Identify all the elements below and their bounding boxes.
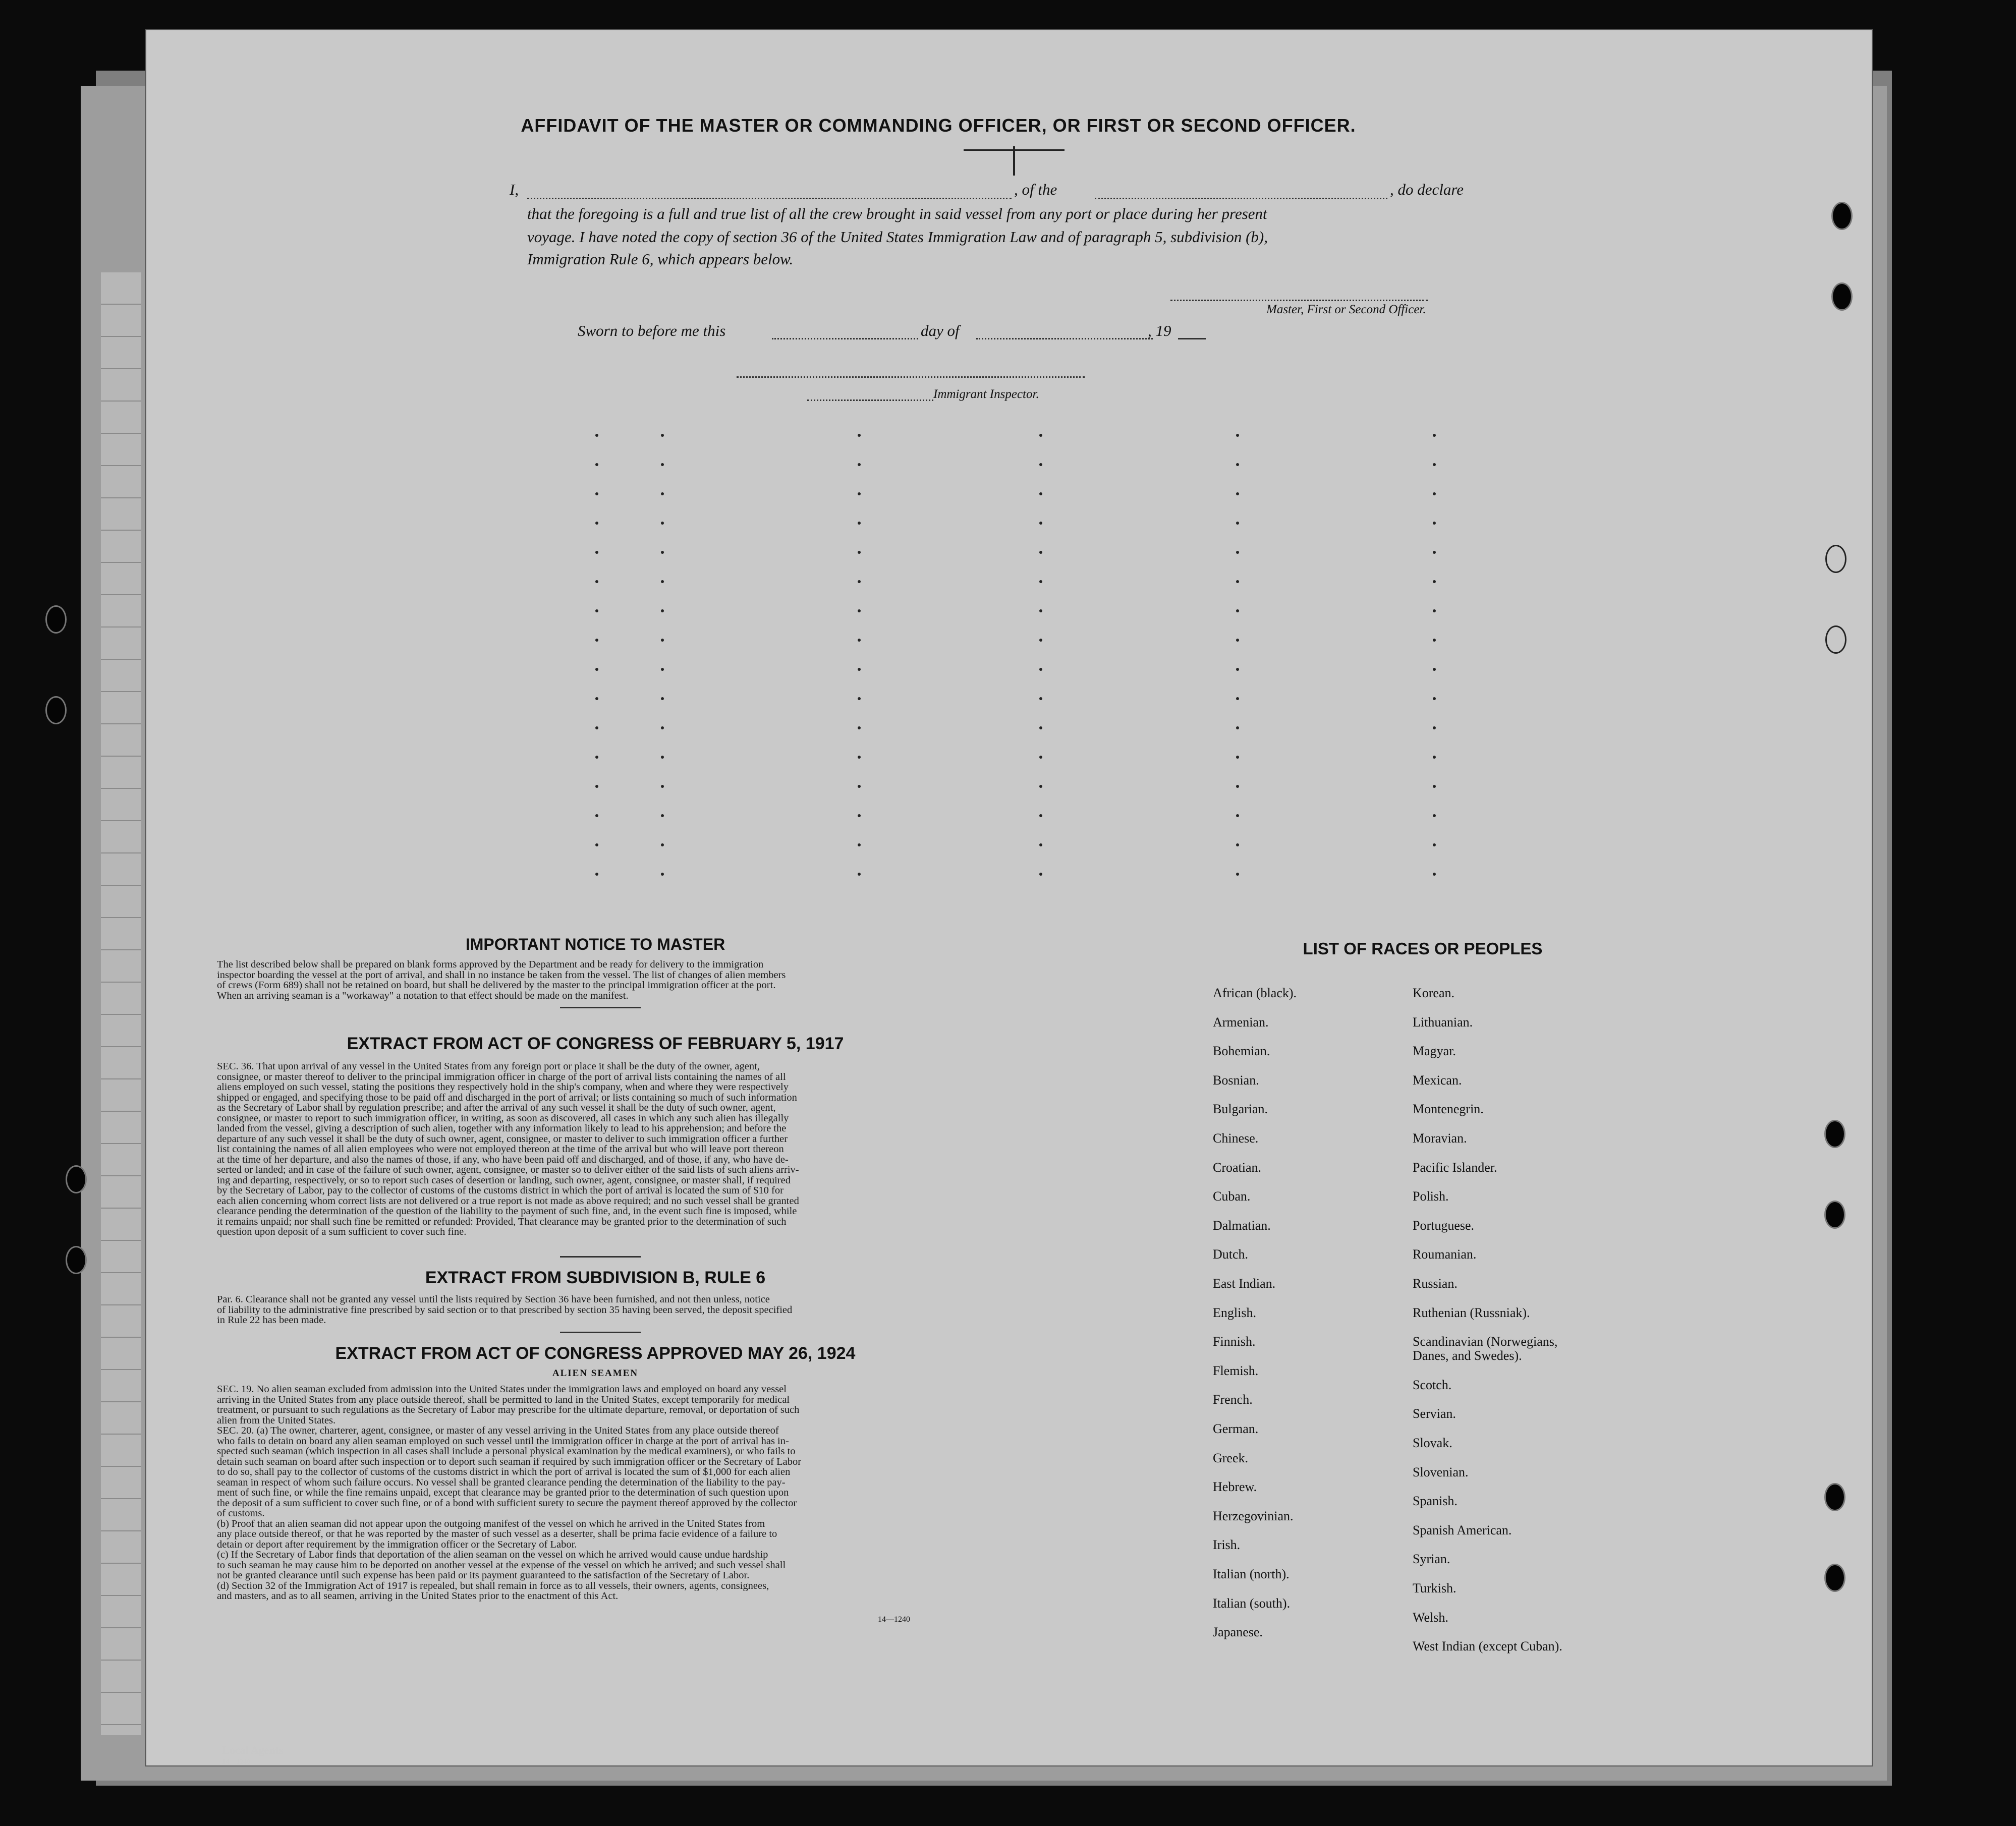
separator [560, 1007, 641, 1008]
extract-1917-line: consignee, or master to report to such immigration officer, in writing, as soon as discovered, all cases in which any such alien has illegally [217, 1113, 789, 1123]
day-of-label: day of [921, 322, 960, 339]
extract-1924-title: EXTRACT FROM ACT OF CONGRESS APPROVED MAY 26, 1924 [335, 1344, 856, 1363]
race-item: Japanese. [1213, 1625, 1263, 1639]
guide-dot [595, 580, 598, 583]
race-item: Welsh. [1413, 1610, 1448, 1625]
race-item: French. [1213, 1392, 1253, 1407]
race-item: Mexican. [1413, 1073, 1462, 1088]
guide-dot [1039, 756, 1042, 759]
extract-1917-line: it remains unpaid; nor shall such fine be remitted or refunded: Provided, That clearance may be granted prior to the determination of such [217, 1216, 787, 1227]
guide-dot [595, 697, 598, 700]
race-item: Spanish American. [1413, 1523, 1512, 1537]
guide-dot [858, 463, 861, 466]
extract-1924-line: detain or deport after requirement by the immigration officer or the Secretary of Labor. [217, 1539, 577, 1550]
extract-1917-line: serted or landed; and in case of the failure of such owner, agent, consignee, or master so to deliver either of the said lists of such aliens arriv- [217, 1165, 799, 1175]
notice-line: of crews (Form 689) shall not be retained on board, but shall be delivered by the master to the principal immigration officer at the port. [217, 980, 776, 991]
guide-dot [661, 668, 664, 671]
guide-dot [858, 873, 861, 876]
race-item: Chinese. [1213, 1131, 1259, 1146]
extract-1924-line: to do so, shall pay to the collector of customs of the customs district in which the port of arrival is located the sum of $1,000 for each alien [217, 1467, 791, 1477]
guide-dot [1236, 873, 1239, 876]
guide-dot [1236, 463, 1239, 466]
extract-rule-6-text [217, 1294, 954, 1326]
guide-dot [1039, 814, 1042, 817]
binder-hole [45, 696, 67, 724]
guide-dot [595, 785, 598, 788]
guide-dot [1433, 873, 1436, 876]
extract-1917-line: each alien concerning whom correct lists are not delivered or a true report is not made as above required; and no such vessel shall be granted [217, 1195, 799, 1206]
extract-1917-line: landed from the vessel, giving a description of such alien, together with any information likely to lead to his apprehension; and before the [217, 1123, 787, 1134]
extract-1917-line: at the time of her departure, and also the names of those, if any, who have been paid off and discharged, and of those, if any, who have de- [217, 1154, 789, 1165]
extract-1924-line: the deposit of a sum sufficient to cover such fine, or of a bond with sufficient surety to secure the payment thereof approved by the collector [217, 1498, 797, 1508]
extract-1924-line: arriving in the United States from any place outside thereof, shall be permitted to land in the United States, except temporarily for medical [217, 1394, 790, 1405]
guide-dot [1039, 551, 1042, 554]
binder-hole [1824, 1483, 1845, 1511]
extract-rule-6-title: EXTRACT FROM SUBDIVISION B, RULE 6 [425, 1268, 766, 1287]
guide-dot [661, 522, 664, 525]
race-item: Danes, and Swedes). [1413, 1348, 1522, 1363]
race-item: Roumanian. [1413, 1247, 1477, 1262]
race-item: German. [1213, 1421, 1259, 1436]
sworn-label: Sworn to before me this [578, 322, 726, 339]
guide-dot [661, 726, 664, 729]
extract-1924-line: (b) Proof that an alien seaman did not appear upon the outgoing manifest of the vessel on which he arrived in the United States from [217, 1518, 765, 1529]
guide-dot [595, 756, 598, 759]
binder-hole [45, 605, 67, 634]
guide-dot [661, 551, 664, 554]
race-item: Magyar. [1413, 1044, 1456, 1058]
race-item: Polish. [1413, 1189, 1449, 1204]
guide-dot [661, 756, 664, 759]
race-item: Herzegovinian. [1213, 1509, 1294, 1523]
separator [560, 1332, 641, 1333]
guide-dot [1039, 873, 1042, 876]
sworn-month-blank[interactable] [976, 338, 1153, 339]
guide-dot [595, 639, 598, 642]
guide-dot [858, 697, 861, 700]
race-item: Slovak. [1413, 1436, 1452, 1450]
guide-dot [595, 609, 598, 612]
race-item: Bosnian. [1213, 1073, 1259, 1088]
race-item: Turkish. [1413, 1581, 1457, 1595]
guide-dot [595, 434, 598, 437]
extract-1917-line: ing and departing, respectively, or so to report such cases of desertion or landing, such owner, agent, consignee, or master shall, if required [217, 1175, 791, 1185]
guide-dot [595, 551, 598, 554]
race-item: Scandinavian (Norwegians, [1413, 1334, 1558, 1349]
guide-dot [661, 434, 664, 437]
race-item: Lithuanian. [1413, 1015, 1473, 1030]
extract-1924-line: alien from the United States. [217, 1415, 336, 1425]
guide-dot [1433, 756, 1436, 759]
race-item: Korean. [1413, 986, 1455, 1000]
year-label: , 19 [1148, 322, 1171, 339]
guide-dot [1433, 814, 1436, 817]
extract-1924-line: treatment, or pursuant to such regulations as the Secretary of Labor may prescribe for the ultimate departure, removal, or deportation of such [217, 1405, 800, 1415]
race-item: Bulgarian. [1213, 1102, 1268, 1116]
extract-1924-line: SEC. 20. (a) The owner, charterer, agent, consignee, or master of any vessel arriving in the United States from any place outside thereof [217, 1425, 779, 1436]
inspector-label: Immigrant Inspector. [933, 387, 1039, 401]
guide-dot [661, 609, 664, 612]
guide-dot [1433, 463, 1436, 466]
guide-dot [661, 639, 664, 642]
guide-dot [1433, 580, 1436, 583]
guide-dot [1039, 843, 1042, 846]
race-item: Ruthenian (Russniak). [1413, 1305, 1530, 1320]
race-item: Dutch. [1213, 1247, 1249, 1262]
race-item: Scotch. [1413, 1378, 1452, 1392]
race-item: Greek. [1213, 1451, 1249, 1465]
binder-hole [1824, 1564, 1845, 1592]
race-item: Syrian. [1413, 1552, 1450, 1566]
notice-title: IMPORTANT NOTICE TO MASTER [465, 935, 725, 953]
guide-dot [858, 492, 861, 495]
separator [560, 1256, 641, 1258]
binder-hole [66, 1165, 87, 1193]
race-item: Moravian. [1413, 1131, 1467, 1146]
affidavit-declare-label: , do declare [1390, 181, 1464, 198]
affidavit-line-4: Immigration Rule 6, which appears below. [527, 250, 794, 268]
guide-dot [1236, 785, 1239, 788]
guide-dot [858, 726, 861, 729]
race-item: Bohemian. [1213, 1044, 1270, 1058]
guide-dot [858, 580, 861, 583]
sworn-day-blank[interactable] [772, 338, 918, 339]
extract-1917-line: clearance pending the determination of the question of the liability to the payment of such fine, and, in the event such fine is imposed, while [217, 1206, 797, 1217]
guide-dot [1039, 522, 1042, 525]
guide-dot [661, 580, 664, 583]
guide-dot [595, 522, 598, 525]
guide-dot [858, 609, 861, 612]
notice-line: When an arriving seaman is a "workaway" a notation to that effect should be made on the manifest. [217, 990, 629, 1001]
guide-dot [1433, 609, 1436, 612]
race-item: Flemish. [1213, 1363, 1259, 1378]
guide-dot [858, 434, 861, 437]
race-item: Armenian. [1213, 1015, 1269, 1030]
guide-dot [1236, 609, 1239, 612]
affidavit-line-3: voyage. I have noted the copy of section 36 of the United States Immigration Law and of paragraph 5, subdivision (b), [527, 228, 1268, 246]
guide-dot [1236, 492, 1239, 495]
extract-1917-line: by the Secretary of Labor, pay to the collector of customs of the customs district in which the port of arrival is located the sum of $10 for [217, 1185, 783, 1196]
race-item: Russian. [1413, 1276, 1458, 1291]
guide-dot [595, 463, 598, 466]
race-item: Hebrew. [1213, 1479, 1257, 1494]
guide-dot [858, 551, 861, 554]
affidavit-title: AFFIDAVIT OF THE MASTER OR COMMANDING OFFICER, OR FIRST OR SECOND OFFICER. [521, 115, 1356, 136]
guide-dot [1433, 843, 1436, 846]
binder-hole [1825, 625, 1846, 654]
inspector-signature-blank[interactable] [737, 376, 1085, 378]
extract-1924-text [217, 1384, 954, 1602]
extract-1924-line: SEC. 19. No alien seaman excluded from admission into the United States under the immigration laws and employed on board any vessel [217, 1384, 787, 1395]
race-item: Portuguese. [1413, 1218, 1475, 1233]
guide-dot [1236, 726, 1239, 729]
guide-dot [595, 814, 598, 817]
extract-1917-line: list containing the names of all alien employees who were not employed thereon at the time of the arrival but who will leave port thereon [217, 1144, 784, 1155]
vessel-blank[interactable] [1095, 198, 1387, 199]
guide-dot [595, 843, 598, 846]
race-item: Italian (south). [1213, 1596, 1291, 1611]
local-agents-label [222, 1745, 284, 1767]
guide-dot [661, 814, 664, 817]
extract-rule-6-line: in Rule 22 has been made. [217, 1315, 326, 1326]
guide-dot [661, 463, 664, 466]
extract-1917-line: as the Secretary of Labor shall by regulation prescribe; and after the arrival of any such vessel it shall be the duty of such owner, agent, [217, 1103, 776, 1113]
guide-dot [1433, 639, 1436, 642]
guide-dot [1039, 726, 1042, 729]
guide-dot [1039, 785, 1042, 788]
guide-dot [1433, 697, 1436, 700]
guide-dot [1039, 609, 1042, 612]
affidavit-line-2: that the foregoing is a full and true list of all the crew brought in said vessel from any port or place during her present [527, 205, 1267, 222]
binder-hole [1824, 1201, 1845, 1229]
extract-1924-line: (c) If the Secretary of Labor finds that deportation of the alien seaman on the vessel on which he arrived would cause undue hardship [217, 1550, 768, 1560]
guide-dot [1236, 522, 1239, 525]
guide-dot [1236, 756, 1239, 759]
race-item: Pacific Islander. [1413, 1160, 1497, 1175]
extract-1924-line: ment of such fine, or while the fine remains unpaid, except that clearance may be granted prior to the determination of such question upon [217, 1488, 789, 1498]
extract-rule-6-line: of liability to the administrative fine prescribed by said section or to that prescribed by section 35 having been served, the deposit specified [217, 1304, 793, 1315]
notice-text [217, 959, 954, 1001]
race-item: Slovenian. [1413, 1465, 1469, 1479]
guide-dot [1433, 668, 1436, 671]
master-signature-label: Master, First or Second Officer. [1266, 303, 1426, 316]
guide-dot [858, 639, 861, 642]
extract-1917-line: SEC. 36. That upon arrival of any vessel in the United States from any foreign port or place it shall be the duty of the owner, agent, [217, 1061, 760, 1072]
extract-1917-line: shipped or engaged, and specifying those to be paid off and discharged in the port of arrival; or lists containing so much of such information [217, 1092, 797, 1103]
guide-dot [1433, 726, 1436, 729]
sworn-year-blank[interactable] [1178, 338, 1206, 339]
race-item: Finnish. [1213, 1334, 1256, 1349]
ruled-paper-edge [101, 272, 141, 1735]
extract-1924-line: not be granted clearance until such expense has been paid or its payment guaranteed to the satisfaction of the Secretary of Labor. [217, 1570, 750, 1581]
extract-1924-line: to such seaman he may cause him to be deported on another vessel at the expense of the vessel on which he arrived; and such vessel shall [217, 1560, 786, 1570]
master-signature-blank[interactable] [1170, 300, 1428, 301]
guide-dot [1433, 551, 1436, 554]
extract-1917-title: EXTRACT FROM ACT OF CONGRESS OF FEBRUARY 5, 1917 [347, 1034, 844, 1053]
guide-dot [1236, 551, 1239, 554]
guide-dot [1039, 434, 1042, 437]
race-item: Cuban. [1213, 1189, 1251, 1204]
form-code: 14—1240 [878, 1615, 910, 1624]
extract-1924-line: of customs. [217, 1508, 265, 1519]
guide-dot [661, 843, 664, 846]
guide-dot [1433, 785, 1436, 788]
guide-dot [661, 492, 664, 495]
guide-dot [595, 873, 598, 876]
extract-1924-line: who fails to detain on board any alien seaman employed on such vessel until the immigration officer in charge at the port of arrival has in- [217, 1436, 789, 1446]
guide-dot [858, 785, 861, 788]
guide-dot [595, 668, 598, 671]
guide-dot [1433, 492, 1436, 495]
race-item: Irish. [1213, 1537, 1241, 1552]
alien-seamen-subtitle: ALIEN SEAMEN [552, 1368, 639, 1379]
guide-dot [1236, 668, 1239, 671]
race-item: East Indian. [1213, 1276, 1276, 1291]
race-item: Croatian. [1213, 1160, 1262, 1175]
guide-dot [1039, 639, 1042, 642]
name-blank[interactable] [527, 198, 1012, 199]
guide-dot [1236, 814, 1239, 817]
extract-1917-line: consignee, or master thereof to deliver to the principal immigration officer in charge of the port of arrival lists containing the names of all [217, 1071, 786, 1082]
extract-1924-line: any place outside thereof, or that he was reported by the master of such vessel as a deserter, shall be prima facie evidence of a failure to [217, 1529, 777, 1539]
notice-line: The list described below shall be prepared on blank forms approved by the Department and be ready for delivery to the immigration [217, 959, 764, 970]
extract-1924-line: (d) Section 32 of the Immigration Act of 1917 is repealed, but shall remain in force as to all vessels, their owners, agents, consignees, [217, 1580, 769, 1591]
extract-1917-line: departure of any such vessel it shall be the duty of such owner, agent, consignee, or master to deliver to such immigration officer a further [217, 1133, 788, 1144]
race-item: Dalmatian. [1213, 1218, 1271, 1233]
guide-dot [1236, 580, 1239, 583]
notice-line: inspector boarding the vessel at the port of arrival, and shall in no instance be taken from the vessel. The list of changes of alien members [217, 969, 786, 980]
guide-dot [595, 726, 598, 729]
race-item: Italian (north). [1213, 1567, 1290, 1581]
guide-dot [661, 873, 664, 876]
guide-dot [1236, 843, 1239, 846]
race-item: Montenegrin. [1413, 1102, 1484, 1116]
guide-dot [858, 843, 861, 846]
guide-dot [1039, 668, 1042, 671]
title-tick [1013, 146, 1015, 176]
guide-dot [595, 492, 598, 495]
guide-dot [858, 814, 861, 817]
binder-hole [66, 1246, 87, 1274]
guide-dot [661, 697, 664, 700]
local-agents-text: Local Agents [222, 1744, 284, 1756]
guide-dot [1433, 434, 1436, 437]
local-agents-code: 14—1240 [222, 1758, 250, 1766]
extract-1917-line: question upon deposit of a sum sufficient to cover such fine. [217, 1227, 467, 1237]
binder-hole [1831, 202, 1853, 230]
binder-hole [1831, 282, 1853, 311]
guide-dot [1039, 580, 1042, 583]
affidavit-of-the-label: , of the [1014, 181, 1057, 198]
race-item: West Indian (except Cuban). [1413, 1639, 1562, 1653]
affidavit-i-label: I, [510, 181, 519, 198]
extract-1917-line: aliens employed on such vessel, stating the positions they respectively hold in the ship's company, when and where they were respectively [217, 1082, 789, 1093]
extract-1924-line: and masters, and as to all seamen, arriving in the United States prior to the enactment of this Act. [217, 1591, 619, 1602]
extract-1924-line: seaman in respect of whom such failure occurs. No vessel shall be granted clearance pending the determination of the liability to the pay- [217, 1477, 786, 1488]
extract-1924-line: detain such seaman on board after such inspection or to deport such seaman if required by such immigration officer or the Secretary of Labor [217, 1456, 802, 1467]
race-item: English. [1213, 1305, 1256, 1320]
binder-hole [1825, 545, 1846, 573]
guide-dot [858, 668, 861, 671]
extract-rule-6-line: Par. 6. Clearance shall not be granted any vessel until the lists required by Section 36 have been furnished, and not then unless, notice [217, 1294, 770, 1305]
guide-dot [1039, 463, 1042, 466]
guide-dot [858, 522, 861, 525]
guide-dot [1236, 639, 1239, 642]
race-item: Spanish. [1413, 1494, 1458, 1508]
guide-dot [661, 785, 664, 788]
guide-dot [1039, 492, 1042, 495]
race-item: Servian. [1413, 1406, 1456, 1421]
extract-1924-line: spected such seaman (which inspection in all cases shall include a personal physical examination by the medical examiners), or who fails to [217, 1446, 796, 1457]
guide-dot [1433, 522, 1436, 525]
guide-dot [1236, 697, 1239, 700]
guide-dot [1236, 434, 1239, 437]
binder-hole [1824, 1120, 1845, 1148]
inspector-dots [807, 400, 933, 401]
extract-1917-text [217, 1061, 954, 1237]
races-title: LIST OF RACES OR PEOPLES [1303, 939, 1543, 958]
race-item: African (black). [1213, 986, 1297, 1000]
guide-dot [1039, 697, 1042, 700]
guide-dot [858, 756, 861, 759]
